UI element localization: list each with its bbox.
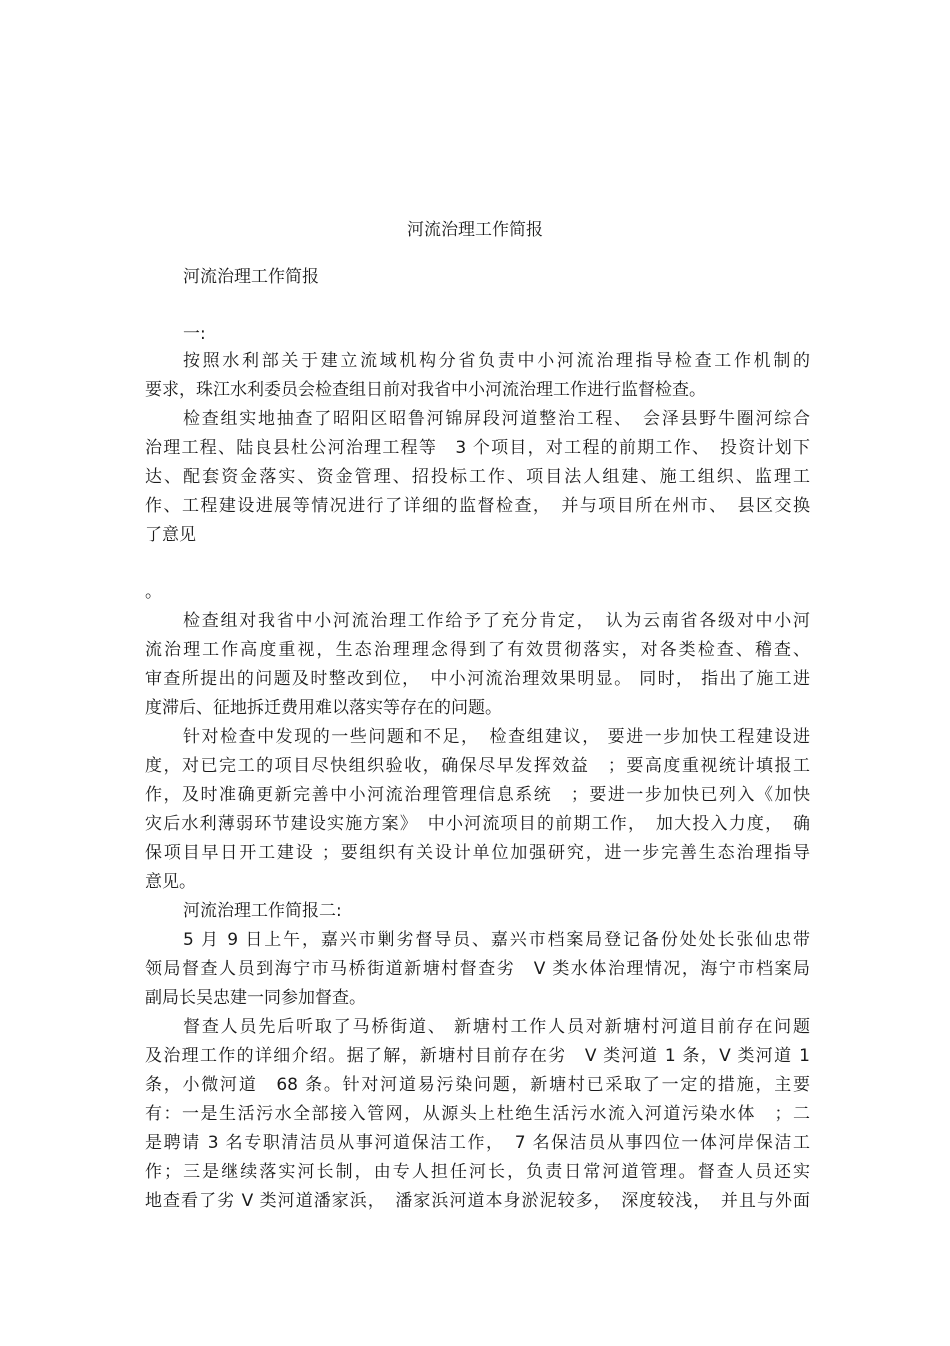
paragraph-line: 度，对已完工的项目尽快组织验收，确保尽早发挥效益 ；要高度重视统计填报工 [145,756,810,776]
paragraph-line: 灾后水利薄弱环节建设实施方案》 中小河流项目的前期工作， 加大投入力度， 确 [145,814,810,834]
document-title: 河流治理工作简报 [407,220,543,240]
paragraph-line: 作，及时准确更新完善中小河流治理管理信息系统 ；要进一步加快已列入《加快 [145,785,810,805]
paragraph-line: 度滞后、征地拆迁费用难以落实等存在的问题。 [145,698,502,718]
paragraph-line: 审查所提出的问题及时整改到位， 中小河流治理效果明显。 同时， 指出了施工进 [145,669,810,689]
paragraph-line: 按照水利部关于建立流域机构分省负责中小河流治理指导检查工作机制的 [183,351,810,371]
paragraph-line: 有：一是生活污水全部接入管网，从源头上杜绝生活污水流入河道污染水体 ；二 [145,1104,810,1124]
paragraph-line: 。 [145,582,162,602]
paragraph-line: 检查组对我省中小河流治理工作给予了充分肯定， 认为云南省各级对中小河 [183,611,810,631]
section-heading-one: 一: [183,324,206,344]
paragraph-line: 5 月 9 日上午，嘉兴市剿劣督导员、嘉兴市档案局登记备份处处长张仙忠带 [183,930,810,950]
paragraph-line: 作；三是继续落实河长制，由专人担任河长，负责日常河道管理。督查人员还实 [145,1162,810,1182]
paragraph-line: 检查组实地抽查了昭阳区昭鲁河锦屏段河道整治工程、 会泽县野牛圈河综合 [183,409,810,429]
paragraph-line: 保项目早日开工建设 ；要组织有关设计单位加强研究，进一步完善生态治理指导 [145,843,810,863]
paragraph-line: 治理工程、陆良县杜公河治理工程等 3 个项目，对工程的前期工作、 投资计划下 [145,438,810,458]
paragraph-line: 流治理工作高度重视，生态治理理念得到了有效贯彻落实，对各类检查、稽查、 [145,640,810,660]
paragraph-line: 达、配套资金落实、资金管理、招投标工作、项目法人组建、施工组织、监理工 [145,467,810,487]
paragraph-line: 要求，珠江水利委员会检查组日前对我省中小河流治理工作进行监督检查。 [145,380,706,400]
paragraph-line: 了意见 [145,525,196,545]
section-heading-two: 河流治理工作简报二: [183,901,342,921]
paragraph-line: 作、工程建设进展等情况进行了详细的监督检查， 并与项目所在州市、 县区交换 [145,496,810,516]
paragraph-line: 及治理工作的详细介绍。据了解，新塘村目前存在劣 V 类河道 1 条，V 类河道 1 [145,1046,810,1066]
paragraph-line: 地查看了劣 V 类河道潘家浜， 潘家浜河道本身淤泥较多， 深度较浅， 并且与外面 [145,1191,810,1211]
paragraph-line: 条，小微河道 68 条。针对河道易污染问题，新塘村已采取了一定的措施，主要 [145,1075,810,1095]
paragraph-line: 是聘请 3 名专职清洁员从事河道保洁工作， 7 名保洁员从事四位一体河岸保洁工 [145,1133,810,1153]
subtitle: 河流治理工作简报 [183,267,319,287]
paragraph-line: 督查人员先后听取了马桥街道、 新塘村工作人员对新塘村河道目前存在问题 [183,1017,810,1037]
paragraph-line: 领局督查人员到海宁市马桥街道新塘村督查劣 V 类水体治理情况，海宁市档案局 [145,959,810,979]
paragraph-line: 副局长吴忠建一同参加督查。 [145,988,366,1008]
paragraph-line: 意见。 [145,872,196,892]
paragraph-line: 针对检查中发现的一些问题和不足， 检查组建议， 要进一步加快工程建设进 [183,727,810,747]
